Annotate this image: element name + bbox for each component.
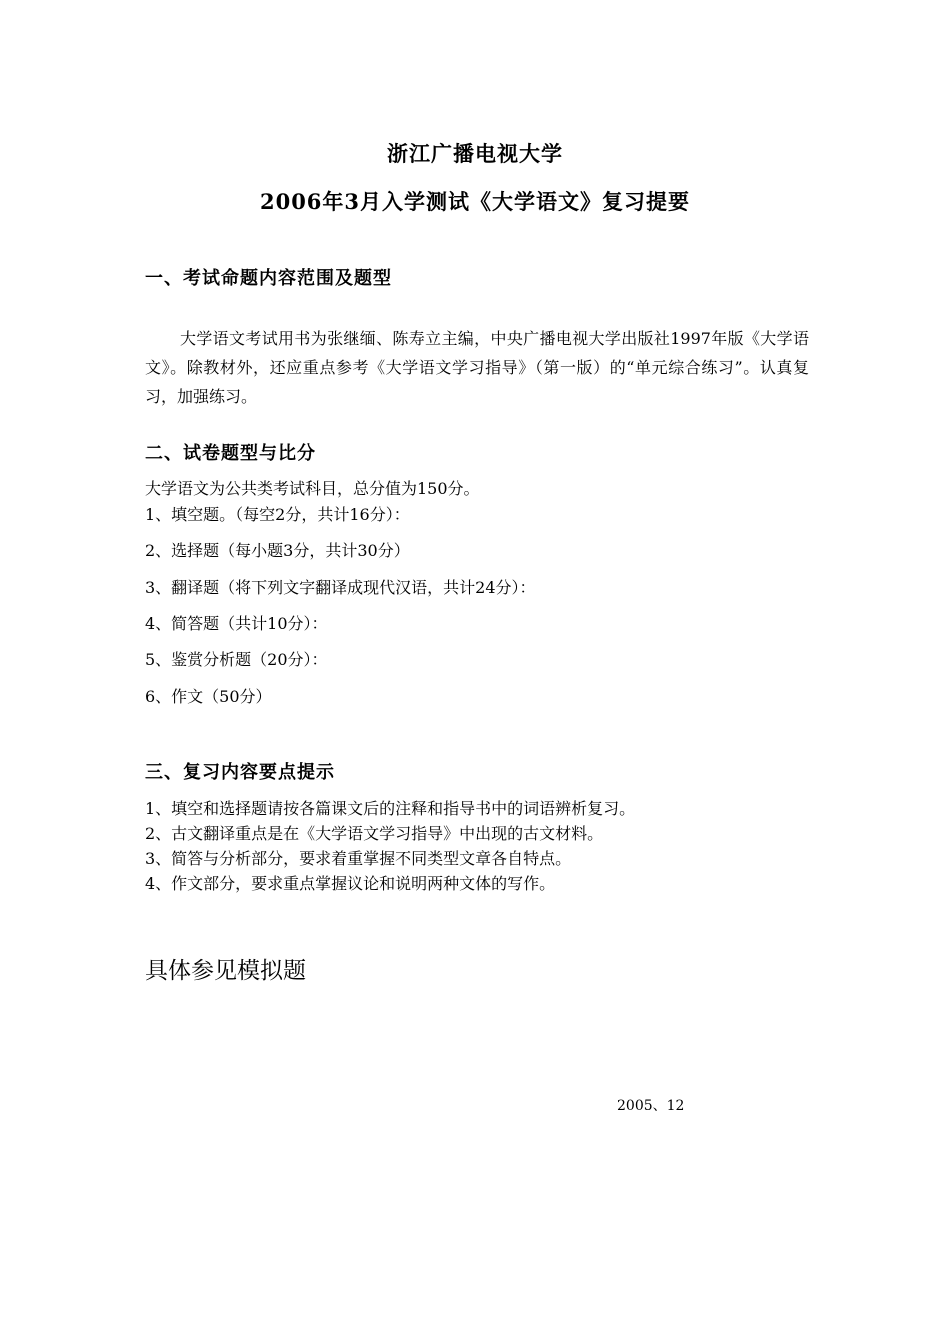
list-item: 4、作文部分，要求重点掌握议论和说明两种文体的写作。	[145, 874, 556, 893]
list-item: 1、填空和选择题请按各篇课文后的注释和指导书中的词语辨析复习。	[145, 799, 636, 818]
list-item: 1、填空题。（每空2分，共计16分）：	[145, 505, 410, 524]
document-subtitle: 2006年3月入学测试《大学语文》复习提要	[259, 189, 691, 214]
closing-note: 具体参见模拟题	[145, 958, 306, 984]
list-item: 2、古文翻译重点是在《大学语文学习指导》中出现的古文材料。	[145, 824, 604, 843]
list-item: 6、作文（50分）	[145, 687, 272, 706]
section-heading-question-types: 二、试卷题型与比分	[145, 443, 316, 464]
section-heading-review-points: 三、复习内容要点提示	[145, 762, 335, 783]
list-item: 2、选择题（每小题3分，共计30分）	[145, 541, 410, 560]
list-item: 3、翻译题（将下列文字翻译成现代汉语，共计24分）：	[145, 578, 536, 597]
section-paragraph-scope: 大学语文考试用书为张继缅、陈寿立主编，中央广播电视大学出版社1997年版《大学语文》。除教材外，还应重点参考《大学语文学习指导》（第一版）的“单元综合练习”。认真复习，加强练习。	[145, 329, 809, 406]
text-line: 大学语文为公共类考试科目，总分值为150分。	[145, 479, 480, 498]
section-heading-scope: 一、考试命题内容范围及题型	[145, 268, 392, 289]
document-title: 浙江广播电视大学	[387, 141, 563, 166]
list-item: 4、简答题（共计10分）：	[145, 614, 328, 633]
list-item: 5、鉴赏分析题（20分）：	[145, 650, 328, 669]
list-item: 3、简答与分析部分，要求着重掌握不同类型文章各自特点。	[145, 849, 572, 868]
document-date: 2005、12	[617, 1098, 685, 1114]
